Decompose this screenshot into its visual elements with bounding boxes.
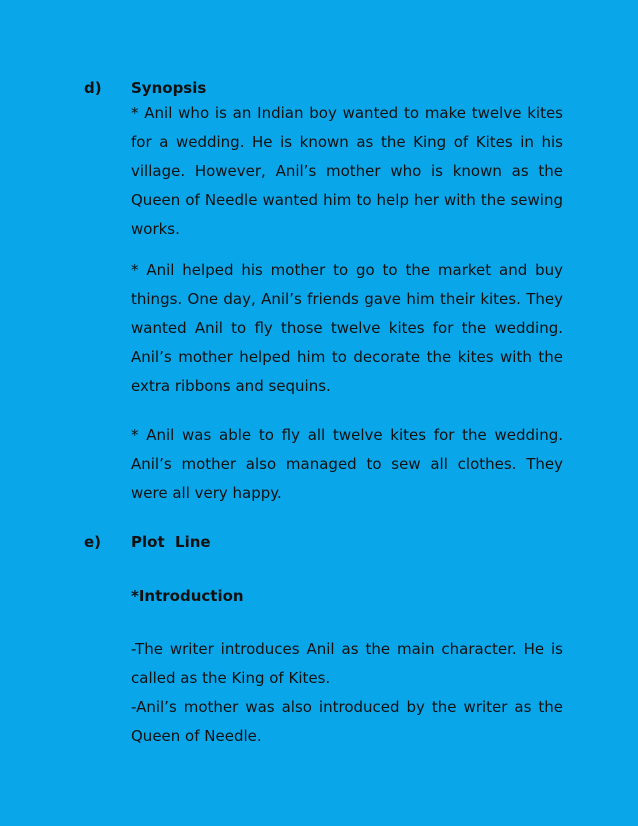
synopsis-paragraph-1: * Anil who is an Indian boy wanted to make twelve kites for a wedding. He is known as the King of Kites in his village. However, Anil’s mother who is known as the Queen of Needle wanted him to help her with the sewing works. (131, 104, 563, 238)
introduction-subheading: *Introduction (131, 587, 244, 605)
section-e-heading: Plot Line (131, 533, 211, 551)
synopsis-paragraph-3: * Anil was able to fly all twelve kites for the wedding. Anil’s mother also managed to sew all clothes. They were all very happy. (131, 426, 563, 502)
section-e-marker: e) (84, 533, 102, 551)
section-d-heading: Synopsis (131, 79, 207, 97)
section-d-marker: d) (84, 79, 102, 97)
plot-paragraph-1: -The writer introduces Anil as the main character. He is called as the King of Kites. (131, 640, 563, 687)
plot-paragraph-2: -Anil’s mother was also introduced by the writer as the Queen of Needle. (131, 698, 563, 745)
synopsis-paragraph-2: * Anil helped his mother to go to the market and buy things. One day, Anil’s friends gave him their kites. They wanted Anil to fly those twelve kites for the wedding. Anil’s mother helped him to decorate the kites with the extra ribbons and sequins. (131, 261, 563, 395)
